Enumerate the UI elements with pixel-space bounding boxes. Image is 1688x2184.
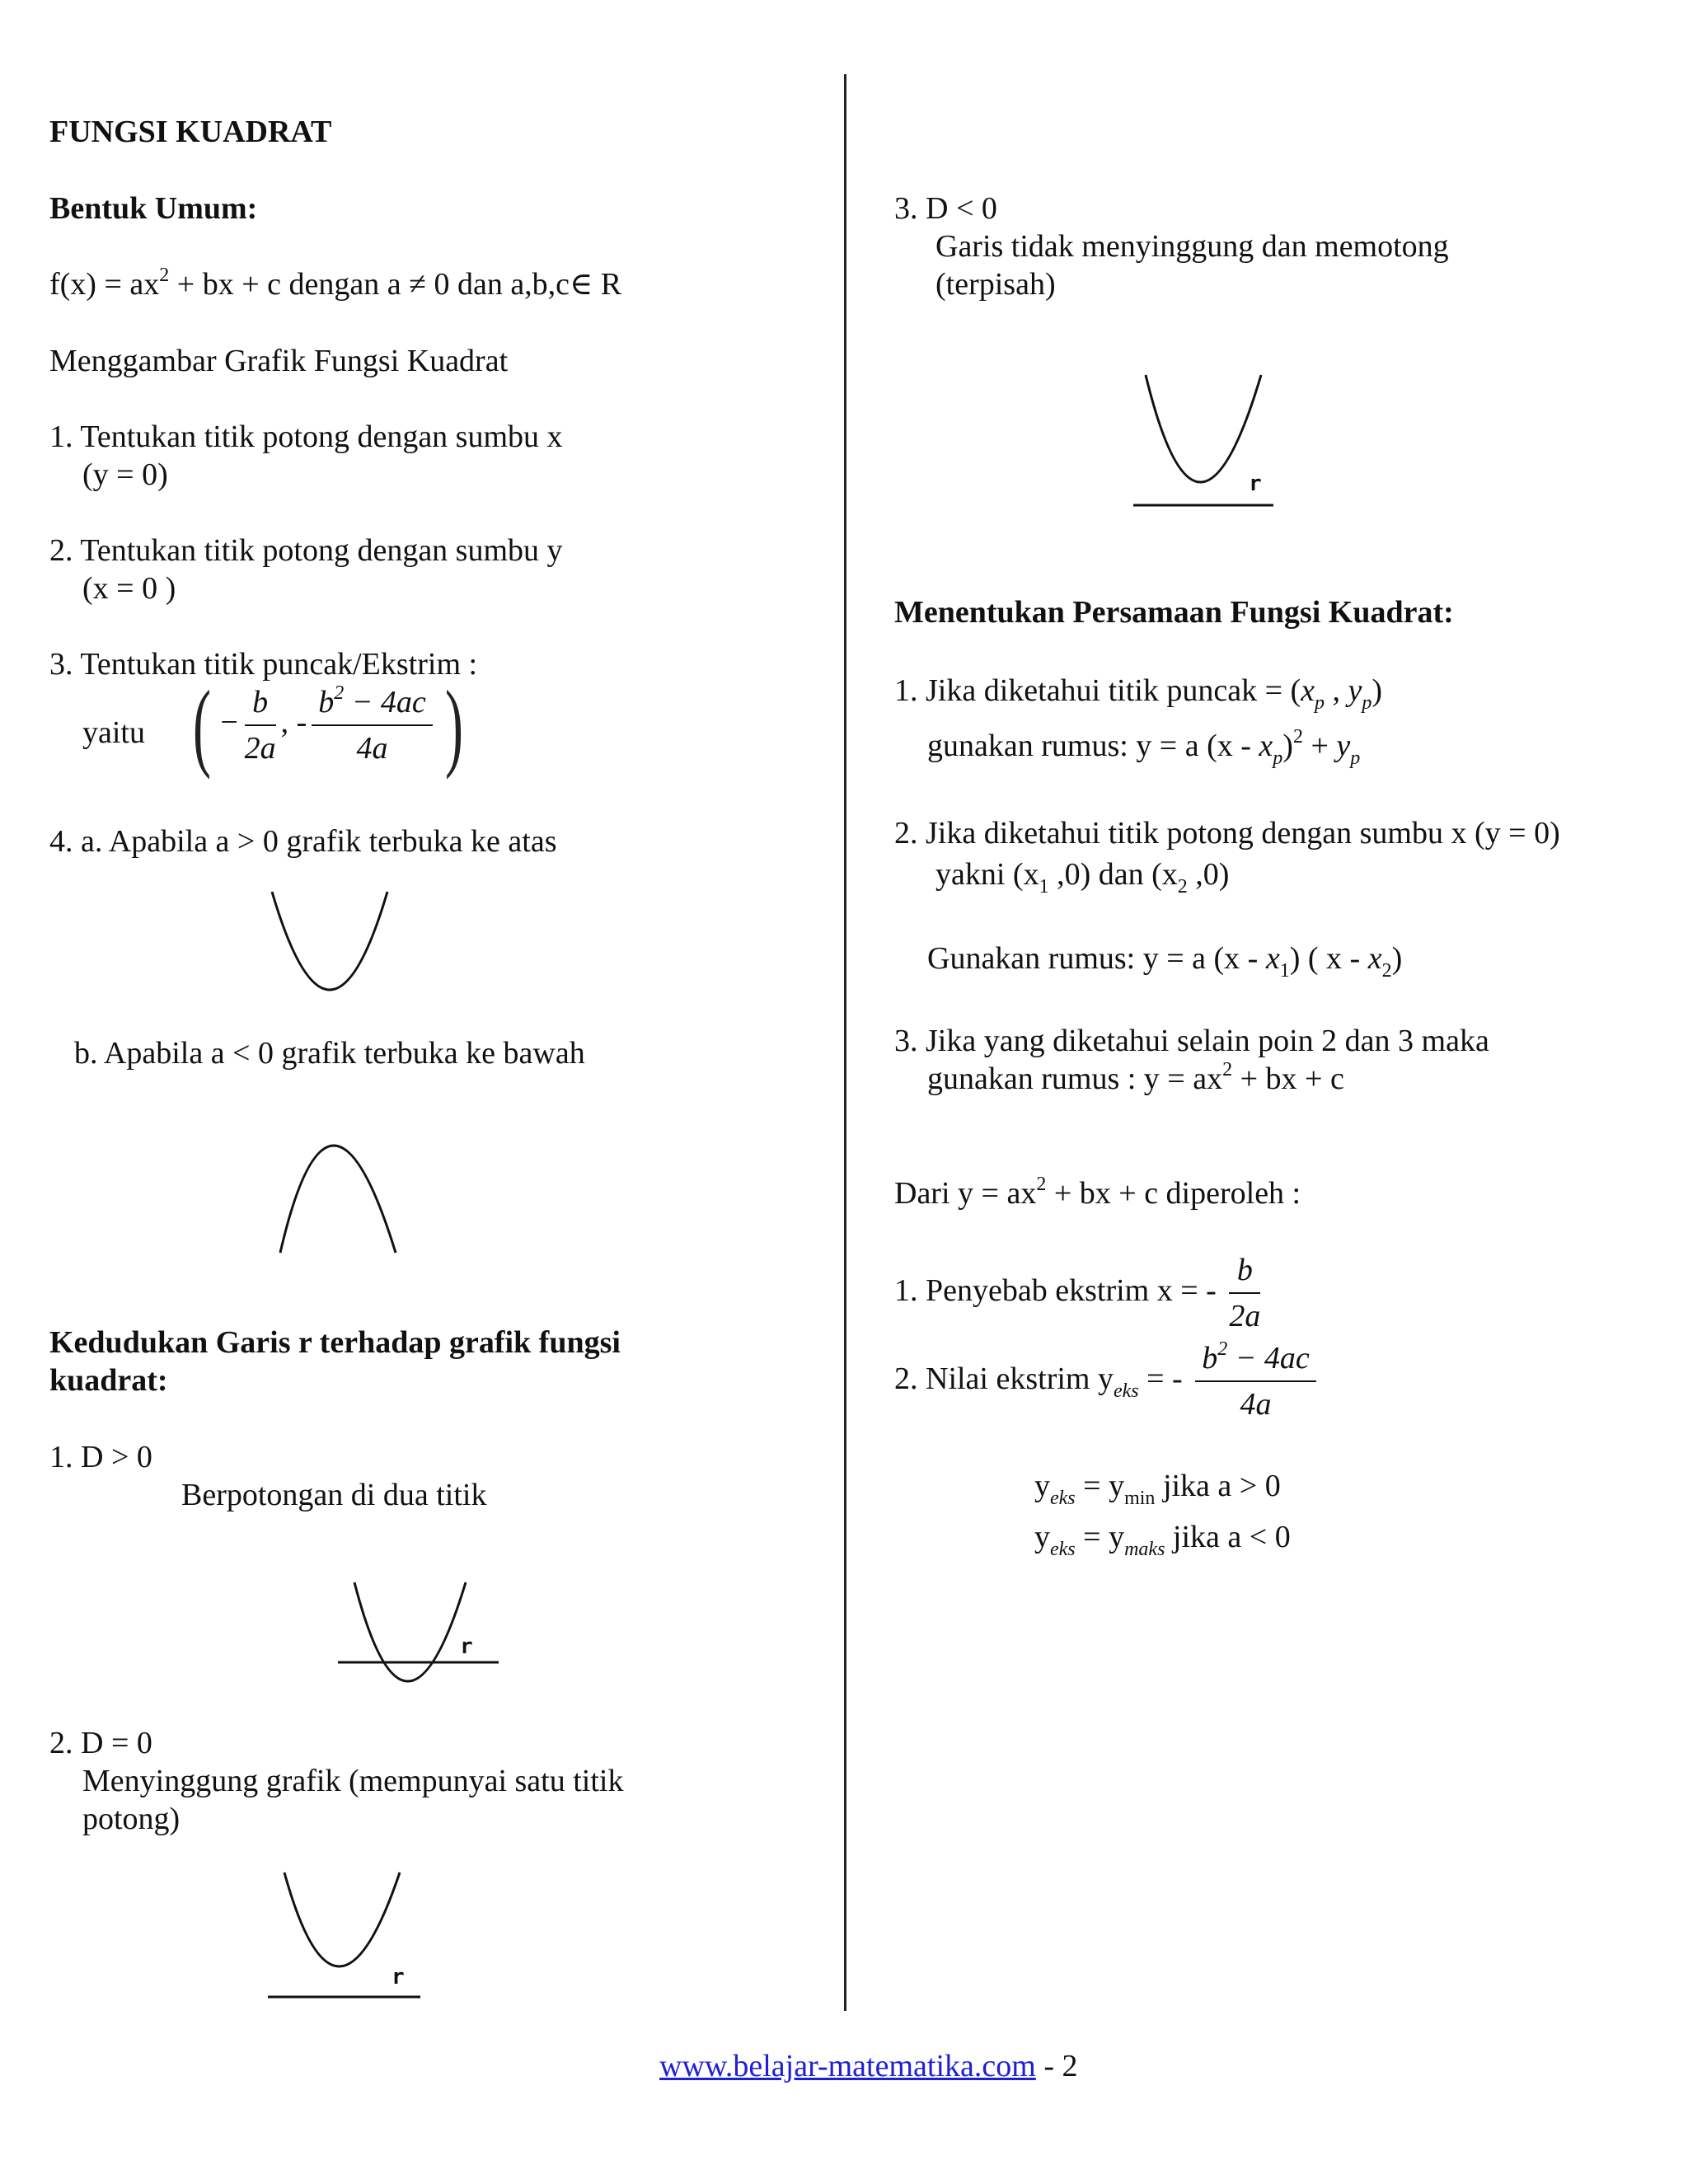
column-divider [844,74,846,2011]
rule-2-intercepts: 2. Jika diketahui titik potong dengan sumbu x (y = 0) [894,816,1560,851]
step-2-text: 2. Tentukan titik potong dengan sumbu y [49,533,563,568]
page-title: FUNGSI KUADRAT [49,115,332,149]
step-3-text: 3. Tentukan titik puncak/Ekstrim : [49,647,478,682]
rule-3-text: 3. Jika yang diketahui selain poin 2 dan 3 maka [894,1024,1489,1058]
step-1-text: 1. Tentukan titik potong dengan sumbu x [49,419,563,454]
line-r-label: r [392,1965,405,1990]
general-formula: $f(x) = ax^2$ + bx + c dengan a ≠ 0 dan a,b,c∈ R [49,265,622,302]
case-d-negative-desc2: (terpisah) [935,267,1056,302]
line-separate-from-parabola-figure [1133,367,1282,515]
parabola-opens-down-figure [272,1121,404,1261]
yeks-min-rule: $y_{eks} = y_{min}$ jika a > 0 [1034,1469,1281,1509]
heading-bentuk-umum: Bentuk Umum: [49,191,258,226]
heading-menentukan: Menentukan Persamaan Fungsi Kuadrat: [894,595,1454,630]
page-number: - 2 [1035,2049,1078,2083]
case-d-zero-desc2: potong) [82,1802,181,1836]
rule-1-formula: gunakan rumus: y = a $(x - x_p)^2 + y_p$ [927,726,1361,769]
rule-2-points: yakni ($x_1$ ,0) dan ($x_2$ ,0) [935,857,1230,898]
case-d-negative-desc1: Garis tidak menyinggung dan memotong [935,229,1449,264]
website-link[interactable]: www.belajar-matematika.com [659,2049,1036,2083]
case-d-zero: 2. D = 0 [49,1726,152,1760]
vertex-formula: ( − $\frac{b}{2a}$ , - $\frac{b^2 - 4ac}{4a}$ ) [192,670,463,780]
heading-kedudukan-line1: Kedudukan Garis r terhadap grafik fungsi [49,1325,621,1360]
footer [659,2047,1077,2085]
line-r-label: r [1249,471,1262,496]
rule-3-formula: gunakan rumus : $y = ax^2$ + bx + c [927,1059,1344,1096]
parabola-opens-up-figure [264,882,396,1014]
line-touches-parabola-figure [264,1863,429,2003]
case-d-positive: 1. D > 0 [49,1440,152,1474]
derived-intro: Dari $y = ax^2$ + bx + c diperoleh : [894,1174,1301,1211]
label-yaitu: yaitu [82,715,145,750]
step-2-condition: (x = 0 ) [82,571,176,606]
extreme-cause: 1. Penyebab ekstrim x = - $\frac{b}{2a}$ [894,1253,1261,1334]
yeks-maks-rule: $y_{eks} = y_{maks}$ jika a < 0 [1034,1520,1291,1560]
case-d-negative: 3. D < 0 [894,191,997,226]
step-1-condition: (y = 0) [82,457,168,492]
line-crosses-parabola-figure [334,1574,507,1714]
case-d-positive-desc: Berpotongan di dua titik [181,1478,487,1512]
rule-1-vertex: 1. Jika diketahui titik puncak = ($x_p$ , $y_p$) [894,673,1383,714]
step-4a-text: 4. a. Apabila a > 0 grafik terbuka ke atas [49,824,557,859]
subheading-menggambar: Menggambar Grafik Fungsi Kuadrat [49,344,509,378]
rule-2-formula: Gunakan rumus: y = a $(x - x_1)$ ( x - $x_2$) [927,941,1403,982]
extreme-value: 2. Nilai ekstrim $y_{eks}$ = - $\frac{b^2 - 4ac}{4a}$ [894,1339,1321,1424]
case-d-zero-desc1: Menyinggung grafik (mempunyai satu titik [82,1764,624,1798]
heading-kedudukan-line2: kuadrat: [49,1363,168,1398]
line-r-label: r [460,1634,473,1659]
step-4b-text: b. Apabila a < 0 grafik terbuka ke bawah [74,1036,585,1071]
